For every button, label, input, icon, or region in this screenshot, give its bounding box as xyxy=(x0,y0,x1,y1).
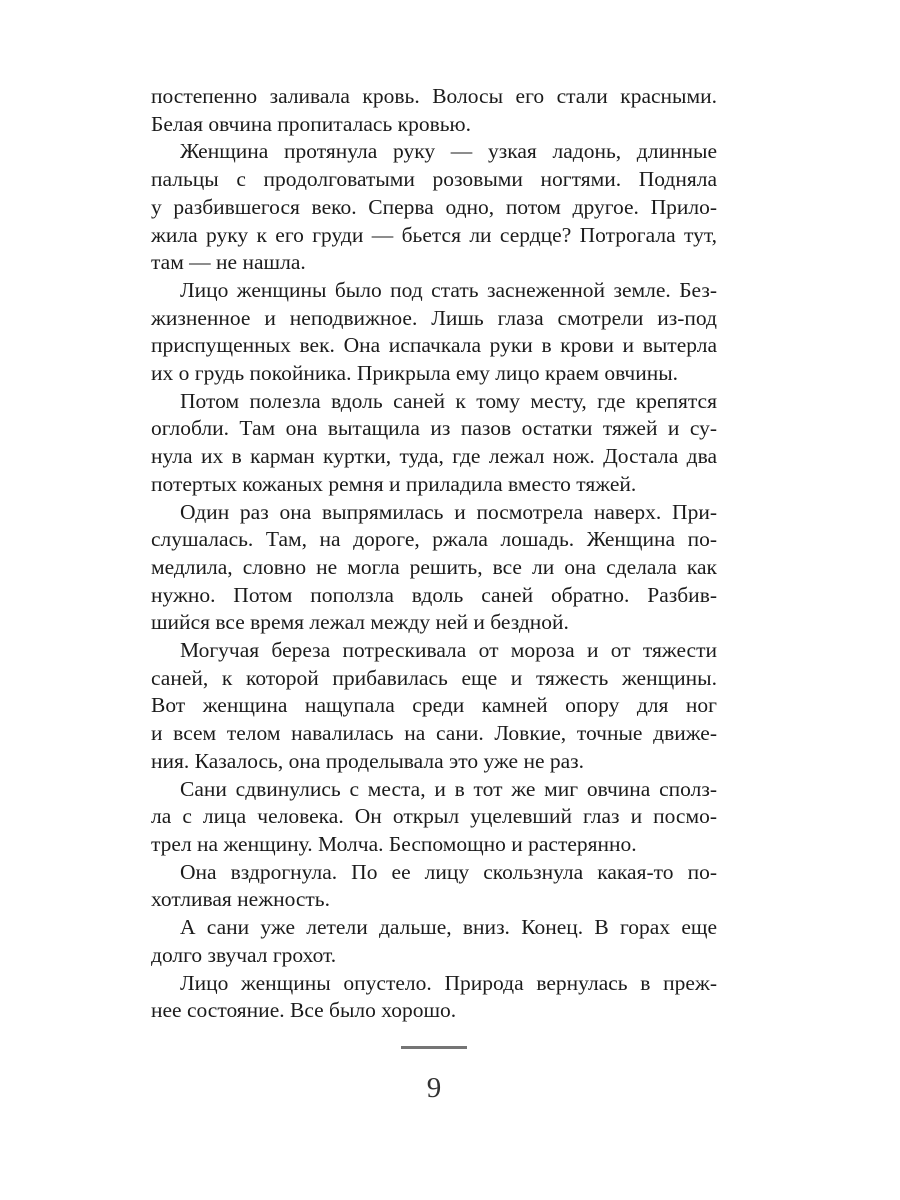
paragraph xyxy=(151,499,717,638)
text-line: саней, к которой прибавилась еще и тяжесть женщины. xyxy=(151,665,717,690)
text-line: оглобли. Там она вытащила из пазов остатки тяжей и су- xyxy=(151,416,717,441)
text-line: Женщина протянула руку — узкая ладонь, длинные xyxy=(180,139,717,164)
text-line: их о грудь покойника. Прикрыла ему лицо краем овчины. xyxy=(151,361,679,386)
text-line: Она вздрогнула. По ее лицу скользнула какая-то по- xyxy=(180,859,717,884)
text-line: Лицо женщины было под стать заснеженной земле. Без- xyxy=(180,277,717,302)
paragraph xyxy=(151,859,717,914)
paragraph xyxy=(151,83,717,138)
text-line: потертых кожаных ремня и приладила вместо тяжей. xyxy=(151,471,637,496)
text-line: нее состояние. Все было хорошо. xyxy=(151,998,457,1023)
text-line: Лицо женщины опустело. Природа вернулась в преж- xyxy=(180,970,717,995)
section-separator xyxy=(401,1046,467,1049)
text-line: Могучая береза потрескивала от мороза и от тяжести xyxy=(180,638,717,663)
paragraph xyxy=(151,637,717,776)
paragraph xyxy=(151,388,717,499)
text-line: ла с лица человека. Он открыл уцелевший глаз и посмо- xyxy=(151,804,717,829)
text-line: ния. Казалось, она проделывала это уже не раз. xyxy=(151,748,585,773)
text-line: приспущенных век. Она испачкала руки в крови и вытерла xyxy=(151,333,717,358)
text-line: нужно. Потом поползла вдоль саней обратно. Разбив- xyxy=(151,582,717,607)
text-line: хотливая нежность. xyxy=(151,887,330,912)
text-line: постепенно заливала кровь. Волосы его стали красными. xyxy=(151,84,717,108)
text-line: пальцы с продолговатыми розовыми ногтями. Подняла xyxy=(151,167,717,192)
text-line: долго звучал грохот. xyxy=(151,942,337,967)
paragraph xyxy=(151,776,717,859)
text-block xyxy=(151,83,717,1025)
text-line: Сани сдвинулись с места, и в тот же миг овчина сполз- xyxy=(180,776,717,801)
text-line: Потом полезла вдоль саней к тому месту, где крепятся xyxy=(180,388,717,413)
text-line: слушалась. Там, на дороге, ржала лошадь. Женщина по- xyxy=(151,527,717,552)
text-line: и всем телом навалилась на сани. Ловкие, точные движе- xyxy=(151,721,717,746)
text-line: жизненное и неподвижное. Лишь глаза смотрели из-под xyxy=(151,305,717,330)
text-line: Вот женщина нащупала среди камней опору для ног xyxy=(151,693,717,718)
text-line: нула их в карман куртки, туда, где лежал нож. Достала два xyxy=(151,444,717,469)
text-line: там — не нашла. xyxy=(151,250,306,275)
book-page xyxy=(151,83,717,1103)
text-line: медлила, словно не могла решить, все ли она сделала как xyxy=(151,554,717,579)
text-line: Белая овчина пропиталась кровью. xyxy=(151,111,471,136)
paragraph xyxy=(151,914,717,969)
text-line: шийся все время лежал между ней и бездной. xyxy=(151,610,569,635)
paragraph xyxy=(151,277,717,388)
page-number: 9 xyxy=(426,1071,442,1104)
text-line: А сани уже летели дальше, вниз. Конец. В горах еще xyxy=(180,915,717,940)
paragraph xyxy=(151,970,717,1025)
text-line: у разбившегося веко. Сперва одно, потом другое. Прило- xyxy=(151,194,717,219)
text-line: Один раз она выпрямилась и посмотрела наверх. При- xyxy=(180,499,717,524)
paragraph xyxy=(151,138,717,277)
text-line: жила руку к его груди — бьется ли сердце? Потрогала тут, xyxy=(151,222,717,247)
text-line: трел на женщину. Молча. Беспомощно и растерянно. xyxy=(151,831,637,856)
